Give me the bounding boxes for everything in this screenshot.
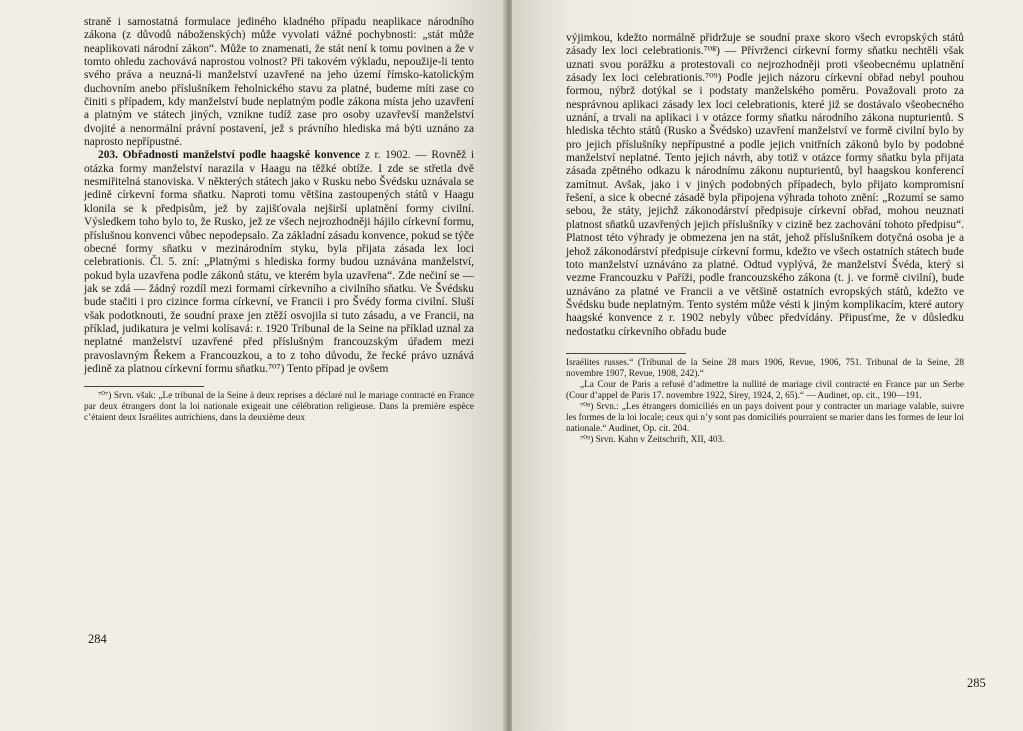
section-text: z r. 1902. — Rovněž i otázka formy manželství narazila v Haagu na těžké obtíže. I zde se střetla dvě nesmiřitelná stanoviska. V některých státech jako v Rusku nebo Švédsku uznávala se jedině církevní forma sňatku. Naproti tomu většina zastoupených států v Haagu klonila se k předpisům, jež by zajišťovala nejširší uplatnění formy civilní. Výsledkem toho bylo to, že Rusko, jež ze všech nejrozhodněji hájilo církevní formu, příslušnou konvenci vůbec nepodepsalo. Za základní zásadu konvence, pokud se týče obecné formy sňatku v mezinárodním styku, byla přijata zásada lex loci celebrationis. Čl. 5. zní: „Platnými s hlediska formy budou uznávána manželství, pokud byla uzavřena podle zákonů státu, ve kterém byla uzavřena“. Zde nečiní se — jak se zdá — žádný rozdíl mezi formami církevního a civilního sňatku. Ve Švédsku bude stačiti i pro cizince forma církevní, ve Francii i pro Švédy forma civilní. Sluší však podotknouti, že soudní praxe jen ztěží osvojila si tuto zásadu, a ve Francii, na příklad, judikatura je velmi kolísavá: r. 1920 Tribunal de la Seine na příklad uznal za neplatné manželství uzavřené před příslušným francouzským úřadem mezi pravoslavným Řekem a Francouzkou, a to z toho důvodu, že řecké právo uznává jedině za platnou církevní formu sňatku.⁷⁰⁷) Tento případ je ovšem bbox=[84, 149, 474, 375]
left-text-column bbox=[84, 16, 474, 424]
left-page bbox=[0, 0, 505, 731]
page-number: 284 bbox=[88, 632, 107, 646]
footnote: ⁷⁰⁹) Srvn. Kahn v Zeitschrift, XII, 403. bbox=[580, 434, 725, 445]
footnote: ⁷⁰⁷) Srvn. však: „Le tribunal de la Seine à deux reprises a déclaré nul le mariage contracté en France par deux étrangers dont la loi nationale exigeait une célébration religieuse. Dans la première espèce c’étaient deux Israélites autrichiens, dans la deuxième deux bbox=[84, 391, 474, 424]
footnote: Israélites russes.“ (Tribunal de la Seine 28 mars 1906, Revue, 1906, 751. Tribunal de la Seine, 28 novembre 1907, Revue, 1908, 242).“ bbox=[566, 357, 964, 379]
right-page bbox=[512, 0, 1023, 731]
paragraph: výjimkou, kdežto normálně přidržuje se soudní praxe skoro všech evropských států zásady lex loci celebrationis.⁷⁰⁸) — Přívrženci církevní formy sňatku nechtěli však uznati svou porážku a protestovali co nejrozhodněji proti všeobecnému uplatnění zásady lex loci celebrationis.⁷⁰⁹) Podle jejich názoru církevní obřad nebyl pouhou formou, nýbrž dotýkal se i podstaty manželského poměru. Považovali proto za nesprávnou aplikaci zásady lex loci celebrationis, které již se dostávalo všeobecného uznání, a trvali na aplikaci i v otázce formy sňatku národního zákona nupturientů. S hlediska těchto států (Rusko a Švédsko) uzavření manželství ve formě civilní bylo by pro jejich příslušníky nepřípustné a podle jejich vnitřních zákonů bylo by podobné manželství neplatné. Tento jejich návrh, aby totiž v otázce formy sňatku byla přijata zásada zpětného odkazu k národnímu zákonu nupturientů, byl haagskou konferencí zamítnut. Avšak, jako i v jiných podobných případech, bylo přijato kompromisní řešení, a sice k obecné zásadě byla připojena výhrada tohoto znění: „Rozumí se samo sebou, že státy, jejichž zákonodárství předpisuje církevní obřad, mohou neuznati platnost sňatků uzavřených jejich příslušníky v cizině bez zachování tohoto předpisu“. Platnost této výhrady je obmezena jen na stát, jehož příslušníkem dotyčná osoba je a jehož zákonodárství předpisuje církevní formu, kdežto ve všech ostatních státech bude toto manželství uznáváno za platné. Odtud vyplývá, že manželství Švéda, který si vezme Francouzku v Paříži, podle francouzského zákona (t. j. ve formě civilní), bude uznáváno za platné ve Francii a ve většině ostatních evropských států, kdežto ve Švédsku bude neplatným. Tento systém může vésti k jiným komplikacím, které autory haagské konvence z r. 1902 nebyly vůbec předvídány. Připusťme, že v důsledku nedostatku církevního obřadu bude bbox=[566, 32, 964, 338]
page-number: 285 bbox=[967, 676, 986, 690]
section-paragraph bbox=[84, 149, 474, 376]
right-text-column bbox=[566, 32, 964, 446]
footnote-separator bbox=[84, 386, 204, 387]
section-heading: 203. Obřadnosti manželství podle haagské konvence bbox=[98, 149, 361, 162]
footnote: ⁷⁰⁸) Srvn.: „Les étrangers domiciliés en un pays doivent pour y contracter un mariage valable, suivre les formes de la loi locale; ceux qui n’y sont pas domiciliés pourraient se marier dans les formes de leur loi nationale.“ Audinet, Op. cit. 204. bbox=[566, 401, 964, 434]
footnote-separator bbox=[566, 353, 686, 354]
paragraph: straně i samostatná formulace jediného kladného případu neaplikace národního zákona (z důvodů náboženských) může vyvolati vážné pochybnosti: „stát může neaplikovati národní zákon“. Může to znamenati, že stát není k tomu povinen a že v tomto ohledu zachovává naprostou volnost? Při takovém výkladu, nepoužije-li tento svého práva a neuzná-li manželství uzavřené na jeho území římsko-katolickým duchovním anebo příslušníkem řeholnického stavu za platné, budeme míti zase co činiti s případem, kdy manželství bude neplatným podle zákona místa jeho uzavření a platným ve státech jiných, vznikne tudíž zase pro osoby uzavřevší manželství dvojité a nenormální právní postavení, jež s právního hlediska má býti uznáno za naprosto nepřípustné. bbox=[84, 16, 474, 149]
footnote: „La Cour de Paris a refusé d’admettre la nullité de mariage civil contracté en France par un Serbe (Cour d’appel de Paris 17. novembre 1922, Sirey, 1924, 2, 65).“ — Audinet, op. cit., 190—191. bbox=[566, 379, 964, 401]
